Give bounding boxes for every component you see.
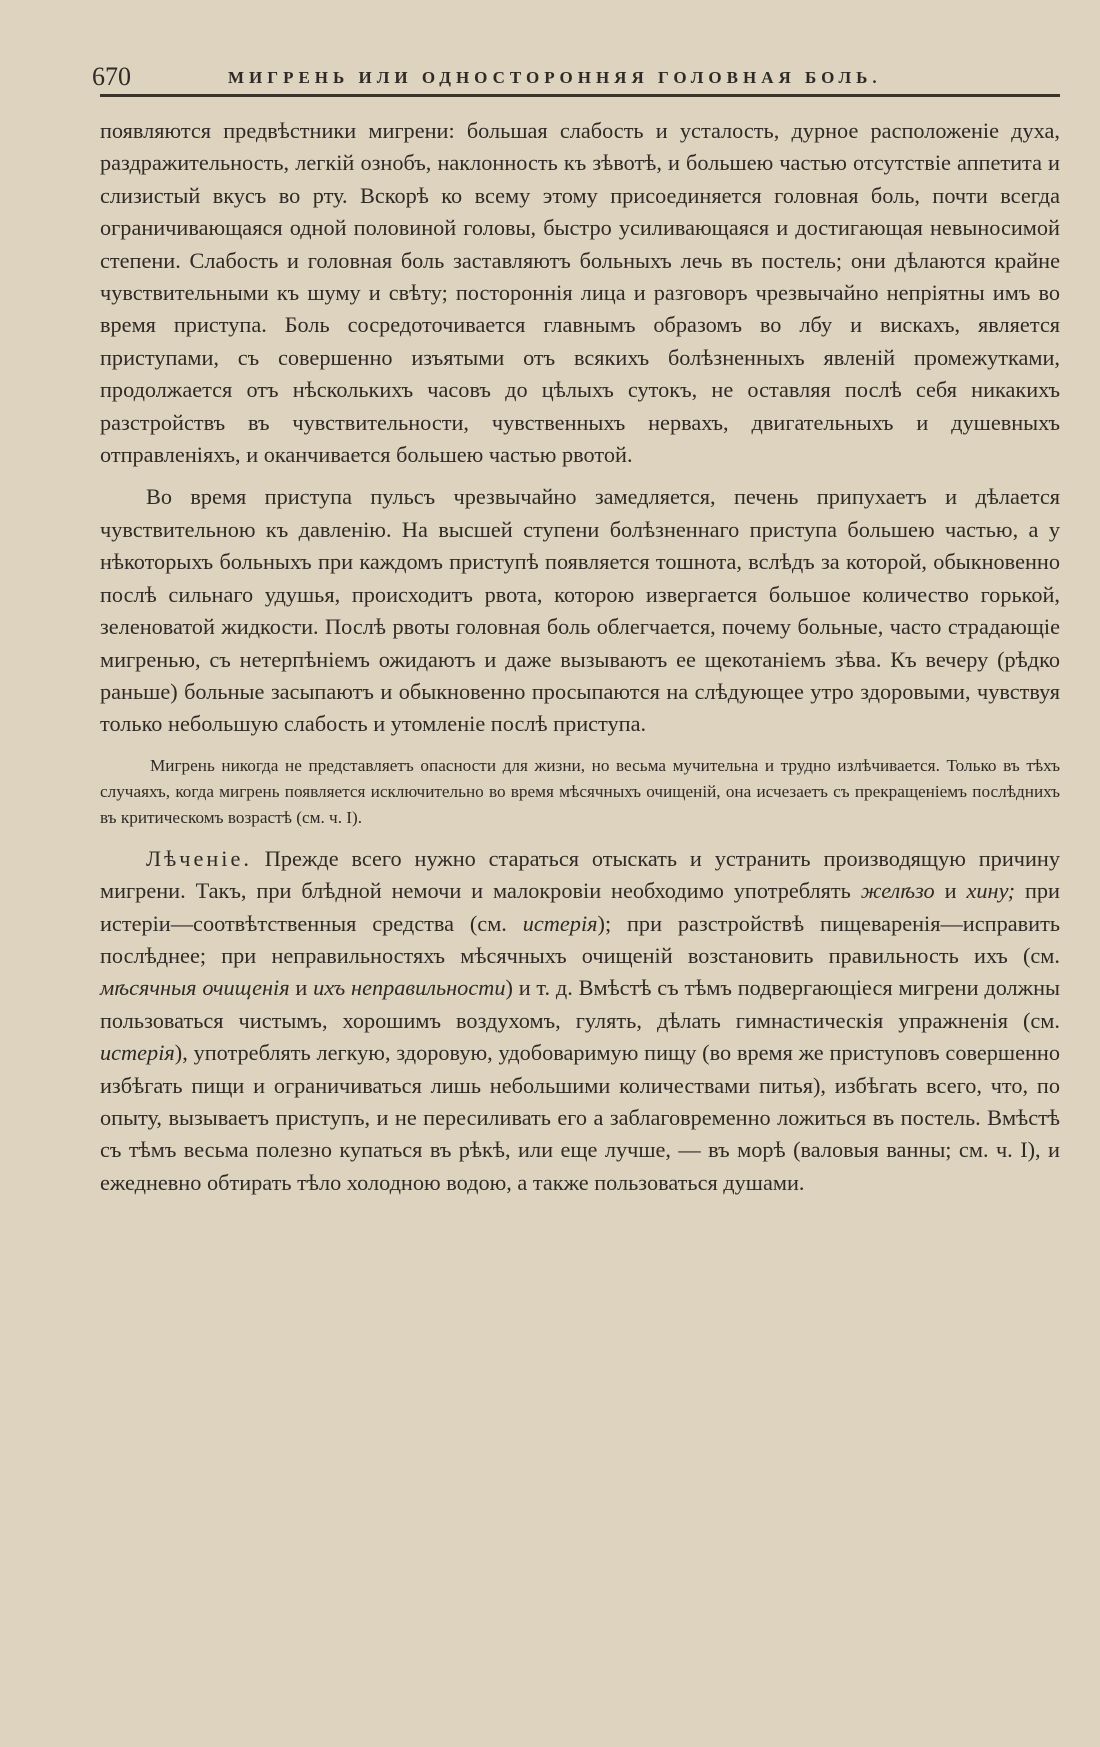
cross-reference: мѣсячныя очищенія	[100, 975, 290, 1001]
running-head: МИГРЕНЬ ИЛИ ОДНОСТОРОННЯЯ ГОЛОВНАЯ БОЛЬ.	[228, 68, 882, 87]
treatment-text: ), употреблять легкую, здоровую, удобоваримую пищу (во время же приступовъ совершенно избѣгать пищи и ограничиваться лишь небольшими количествами питья), избѣгать всего, что, по опыту, вызываетъ приступъ, и не пересиливать его а заблаговременно ложиться въ постель. Вмѣстѣ съ тѣмъ весьма полезно купаться въ рѣкѣ, или еще лучше, — въ морѣ (валовыя ванны; см. ч. I), и ежедневно обтирать тѣло холодною водою, а также пользоваться душами.	[100, 1040, 1060, 1195]
cross-reference: ихъ неправильности	[313, 975, 506, 1001]
treatment-text: Прежде всего нужно стараться отыскать и устранить производящую причину мигрени. Такъ, при блѣдной немочи и малокровіи необходимо употреблять	[100, 845, 1060, 904]
treatment-heading: Лѣченіе.	[146, 845, 252, 871]
treatment-text: ); при разстройствѣ пищеваренія—исправить послѣднее; при неправильностяхъ мѣсячныхъ очищеній возстановить правильность ихъ (см.	[100, 910, 1060, 968]
treatment-text: при истеріи—соотвѣтственныя средства (см.	[100, 878, 1060, 936]
treatment-term: желѣзо	[860, 878, 935, 904]
paragraph-symptoms: появляются предвѣстники мигрени: большая слабость и усталость, дурное расположеніе духа, раздражительность, легкій ознобъ, наклонность къ зѣвотѣ, и большею частью отсутствіе аппетита и слизистый вкусъ во рту. Вскорѣ ко всему этому присоединяется головная боль, почти всегда ограничивающаяся одной половиной головы, быстро усиливающаяся и достигающая невыносимой степени. Слабость и головная боль заставляютъ больныхъ лечь въ постель; они дѣлаются крайне чувствительными къ шуму и свѣту; постороннія лица и разговоръ чрезвычайно непріятны имъ во время приступа. Боль сосредоточивается главнымъ образомъ во лбу и вискахъ, является приступами, съ совершенно изъятыми отъ всякихъ болѣзненныхъ явленій промежутками, продолжается отъ нѣсколькихъ часовъ до цѣлыхъ сутокъ, не оставляя послѣ себя никакихъ разстройствъ въ чувствительности, чувственныхъ нервахъ, двигательныхъ и душевныхъ отправленіяхъ, и оканчивается большею частью рвотой.	[100, 118, 1060, 468]
paragraph-attack: Во время приступа пульсъ чрезвычайно замедляется, печень припухаетъ и дѣлается чувствительною къ давленію. На высшей ступени болѣзненнаго приступа большею частью, а у нѣкоторыхъ больныхъ при каждомъ приступѣ появляется тошнота, вслѣдъ за которой, обыкновенно послѣ сильнаго удушья, происходитъ рвота, которою извергается большое количество горькой, зеленоватой жидкости. Послѣ рвоты головная боль облегчается, почему больные, часто страдающіе мигренью, съ нетерпѣніемъ ожидаютъ и даже вызываютъ ее щекотаніемъ зѣва. Къ вечеру (рѣдко раньше) больные засыпаютъ и обыкновенно просыпаются на слѣдующее утро здоровыми, чувствуя только небольшую слабость и утомленіе послѣ приступа.	[100, 484, 1060, 737]
treatment-text: и	[289, 975, 314, 1001]
treatment-text: ) и т. д. Вмѣстѣ съ тѣмъ подвергающіеся мигрени должны пользоваться чистымъ, хорошимъ воздухомъ, гулять, дѣлать гимнастическія упражненія (см.	[100, 975, 1060, 1033]
page-header	[92, 62, 1060, 97]
cross-reference: истерія	[100, 1040, 175, 1066]
paragraph-treatment	[100, 843, 1060, 1199]
cross-reference: истерія	[522, 910, 598, 936]
paragraph-prognosis: Мигрень никогда не представляетъ опасности для жизни, но весьма мучительна и трудно излѣчивается. Только въ тѣхъ случаяхъ, когда мигрень появляется исключительно во время мѣсячныхъ очищеній, она исчезаетъ съ прекращеніемъ послѣднихъ въ критическомъ возрастѣ (см. ч. I).	[100, 755, 1060, 827]
page-number: 670	[92, 62, 131, 91]
treatment-text: и	[934, 878, 967, 904]
treatment-term: хину;	[966, 878, 1016, 904]
